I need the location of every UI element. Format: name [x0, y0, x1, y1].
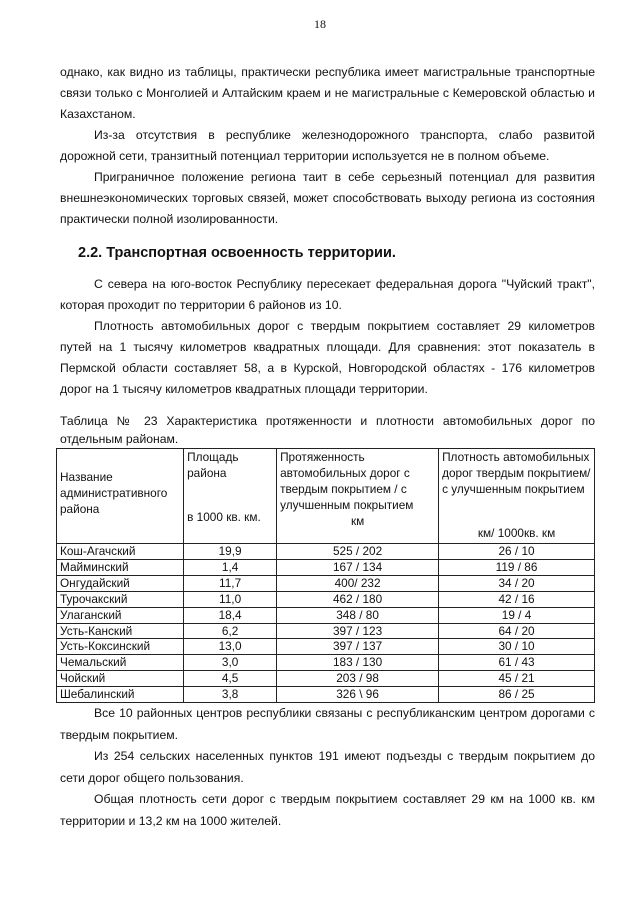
header-density-label: Плотность автомобильных дорог твердым покрытием/с улучшенным покрытием: [442, 450, 591, 496]
cell-area: 11,0: [184, 591, 277, 607]
table-row: [57, 591, 595, 607]
roads-table: [56, 448, 595, 703]
cell-length: 525 / 202: [277, 544, 439, 560]
cell-length: 462 / 180: [277, 591, 439, 607]
header-density: [439, 449, 595, 544]
table-row: [57, 575, 595, 591]
table-row: [57, 607, 595, 623]
cell-district: Турочакский: [57, 591, 184, 607]
paragraph-continuation: однако, как видно из таблицы, практически республика имеет магистральные транспортные связи только с Монголией и Алтайским краем и не магистральные с Кемеровской областью и Казахстаном.: [60, 65, 595, 121]
cell-area: 3,8: [184, 687, 277, 703]
cell-density: 86 / 25: [439, 687, 595, 703]
table-row: [57, 559, 595, 575]
table-header-row: [57, 449, 595, 544]
cell-length: 203 / 98: [277, 671, 439, 687]
cell-area: 4,5: [184, 671, 277, 687]
paragraph-road-density: Плотность автомобильных дорог с твердым покрытием составляет 29 километров путей на 1 тысячу километров квадратных площади. Для сравнения: этот показатель в Пермской области составляет 58, а в Курской, Новгородской областях - 176 километров дорог на 1 тысячу километров квадратных площади территории.: [60, 319, 595, 396]
cell-density: 42 / 16: [439, 591, 595, 607]
document-body: [60, 62, 595, 832]
cell-district: Майминский: [57, 559, 184, 575]
table-row: [57, 623, 595, 639]
cell-length: 397 / 123: [277, 623, 439, 639]
table-caption: Таблица № 23 Характеристика протяженности и плотности автомобильных дорог по отдельным районам.: [60, 414, 595, 446]
cell-density: 26 / 10: [439, 544, 595, 560]
header-area-unit: в 1000 кв. км.: [187, 510, 261, 524]
cell-density: 61 / 43: [439, 655, 595, 671]
closing-paragraphs: [60, 703, 595, 832]
cell-district: Усть-Канский: [57, 623, 184, 639]
cell-density: 19 / 4: [439, 607, 595, 623]
header-length: [277, 449, 439, 544]
cell-length: 183 / 130: [277, 655, 439, 671]
cell-area: 3,0: [184, 655, 277, 671]
cell-district: Шебалинский: [57, 687, 184, 703]
table-row: [57, 639, 595, 655]
cell-district: Онгудайский: [57, 575, 184, 591]
cell-density: 119 / 86: [439, 559, 595, 575]
paragraph-overall-density: Общая плотность сети дорог с твердым покрытием составляет 29 км на 1000 кв. км территории и 13,2 км на 1000 жителей.: [60, 792, 595, 828]
paragraph-district-centers: Все 10 районных центров республики связаны с республиканским центром дорогами с твердым покрытием.: [60, 706, 595, 742]
cell-area: 18,4: [184, 607, 277, 623]
paragraph-rural-settlements: Из 254 сельских населенных пунктов 191 имеют подъезды с твердым покрытием до сети дорог общего пользования.: [60, 749, 595, 785]
cell-density: 64 / 20: [439, 623, 595, 639]
header-length-unit: км: [350, 514, 365, 528]
paragraph-rail-absence: Из-за отсутствия в республике железнодорожного транспорта, слабо развитой дорожной сети, транзитный потенциал территории используется не в полном объеме.: [60, 128, 595, 163]
cell-district: Чойский: [57, 671, 184, 687]
cell-area: 1,4: [184, 559, 277, 575]
cell-district: Улаганский: [57, 607, 184, 623]
cell-district: Усть-Коксинский: [57, 639, 184, 655]
cell-length: 397 / 137: [277, 639, 439, 655]
header-area-label: Площадь района: [187, 450, 239, 480]
cell-density: 45 / 21: [439, 671, 595, 687]
cell-area: 6,2: [184, 623, 277, 639]
section-heading: 2.2. Транспортная освоенность территории.: [78, 245, 396, 261]
cell-length: 326 \ 96: [277, 687, 439, 703]
cell-area: 13,0: [184, 639, 277, 655]
cell-density: 30 / 10: [439, 639, 595, 655]
table-row: [57, 544, 595, 560]
header-area: [184, 449, 277, 544]
table-row: [57, 655, 595, 671]
page-number: 18: [314, 17, 326, 31]
cell-area: 11,7: [184, 575, 277, 591]
paragraph-chuysky-tract: С севера на юго-восток Республику пересекает федеральная дорога "Чуйский тракт", которая проходит по территории 6 районов из 10.: [60, 277, 595, 312]
cell-area: 19,9: [184, 544, 277, 560]
header-district-name: Название административного района: [57, 449, 184, 544]
header-length-label: Протяженность автомобильных дорог с твердым покрытием / с улучшенным покрытием: [280, 450, 414, 512]
cell-length: 348 / 80: [277, 607, 439, 623]
paragraph-border-position: Приграничное положение региона таит в себе серьезный потенциал для развития внешнеэкономических торговых связей, может способствовать выходу региона из состояния практически полной изолированности.: [60, 170, 595, 226]
cell-district: Чемальский: [57, 655, 184, 671]
header-density-unit: км/ 1000кв. км: [477, 526, 556, 540]
cell-density: 34 / 20: [439, 575, 595, 591]
cell-length: 400/ 232: [277, 575, 439, 591]
table-row: [57, 671, 595, 687]
cell-district: Кош-Агачский: [57, 544, 184, 560]
cell-length: 167 / 134: [277, 559, 439, 575]
table-row: [57, 687, 595, 703]
